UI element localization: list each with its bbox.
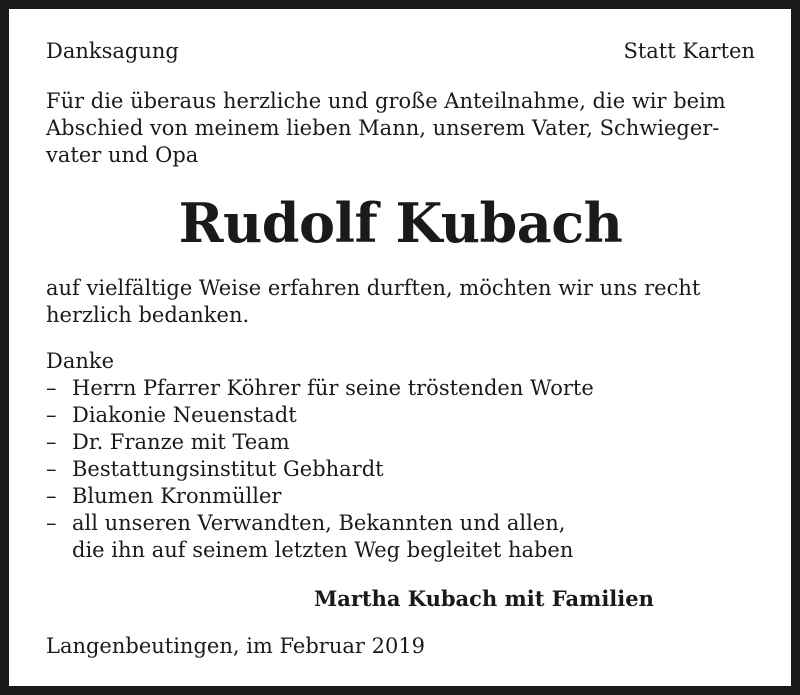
header-row [46,38,755,68]
thanks-line: auf vielfältige Weise erfahren durften, möchten wir uns recht [46,276,701,300]
list-item-text: die ihn auf seinem letzten Weg begleitet haben [72,538,574,562]
list-item [46,429,755,456]
list-item-text: Diakonie Neuenstadt [72,403,297,427]
dash-bullet: – [46,403,57,427]
intro-paragraph [46,88,755,169]
dash-bullet: – [46,430,57,454]
list-item [46,375,755,402]
deceased-name: Rudolf Kubach [178,191,623,255]
dash-bullet: – [46,484,57,508]
list-item-text: Herrn Pfarrer Köhrer für seine tröstenden Worte [72,376,594,400]
intro-line: Abschied von meinem lieben Mann, unserem Vater, Schwieger- [46,116,720,140]
dash-bullet: – [46,376,57,400]
intro-line: Für die überaus herzliche und große Anteilnahme, die wir beim [46,89,726,113]
danke-label: Danke [46,349,115,373]
thanks-list [46,375,755,564]
header-note: Statt Karten [623,39,755,63]
list-item-text: Bestattungsinstitut Gebhardt [72,457,384,481]
list-item [46,483,755,510]
thanks-line: herzlich bedanken. [46,303,250,327]
thanks-paragraph [46,275,755,329]
place-date: Langenbeutingen, im Februar 2019 [46,634,426,658]
list-item-text: Blumen Kronmüller [72,484,282,508]
dash-bullet: – [46,457,57,481]
dash-bullet: – [46,511,57,535]
list-item [46,456,755,483]
intro-line: vater und Opa [46,143,199,167]
list-item [46,510,755,564]
list-item [46,402,755,429]
signature: Martha Kubach mit Familien [314,586,654,611]
list-item-text: Dr. Franze mit Team [72,430,290,454]
list-item-text: all unseren Verwandten, Bekannten und allen, [72,511,566,535]
header-title: Danksagung [46,39,179,63]
notice-content [46,38,755,660]
